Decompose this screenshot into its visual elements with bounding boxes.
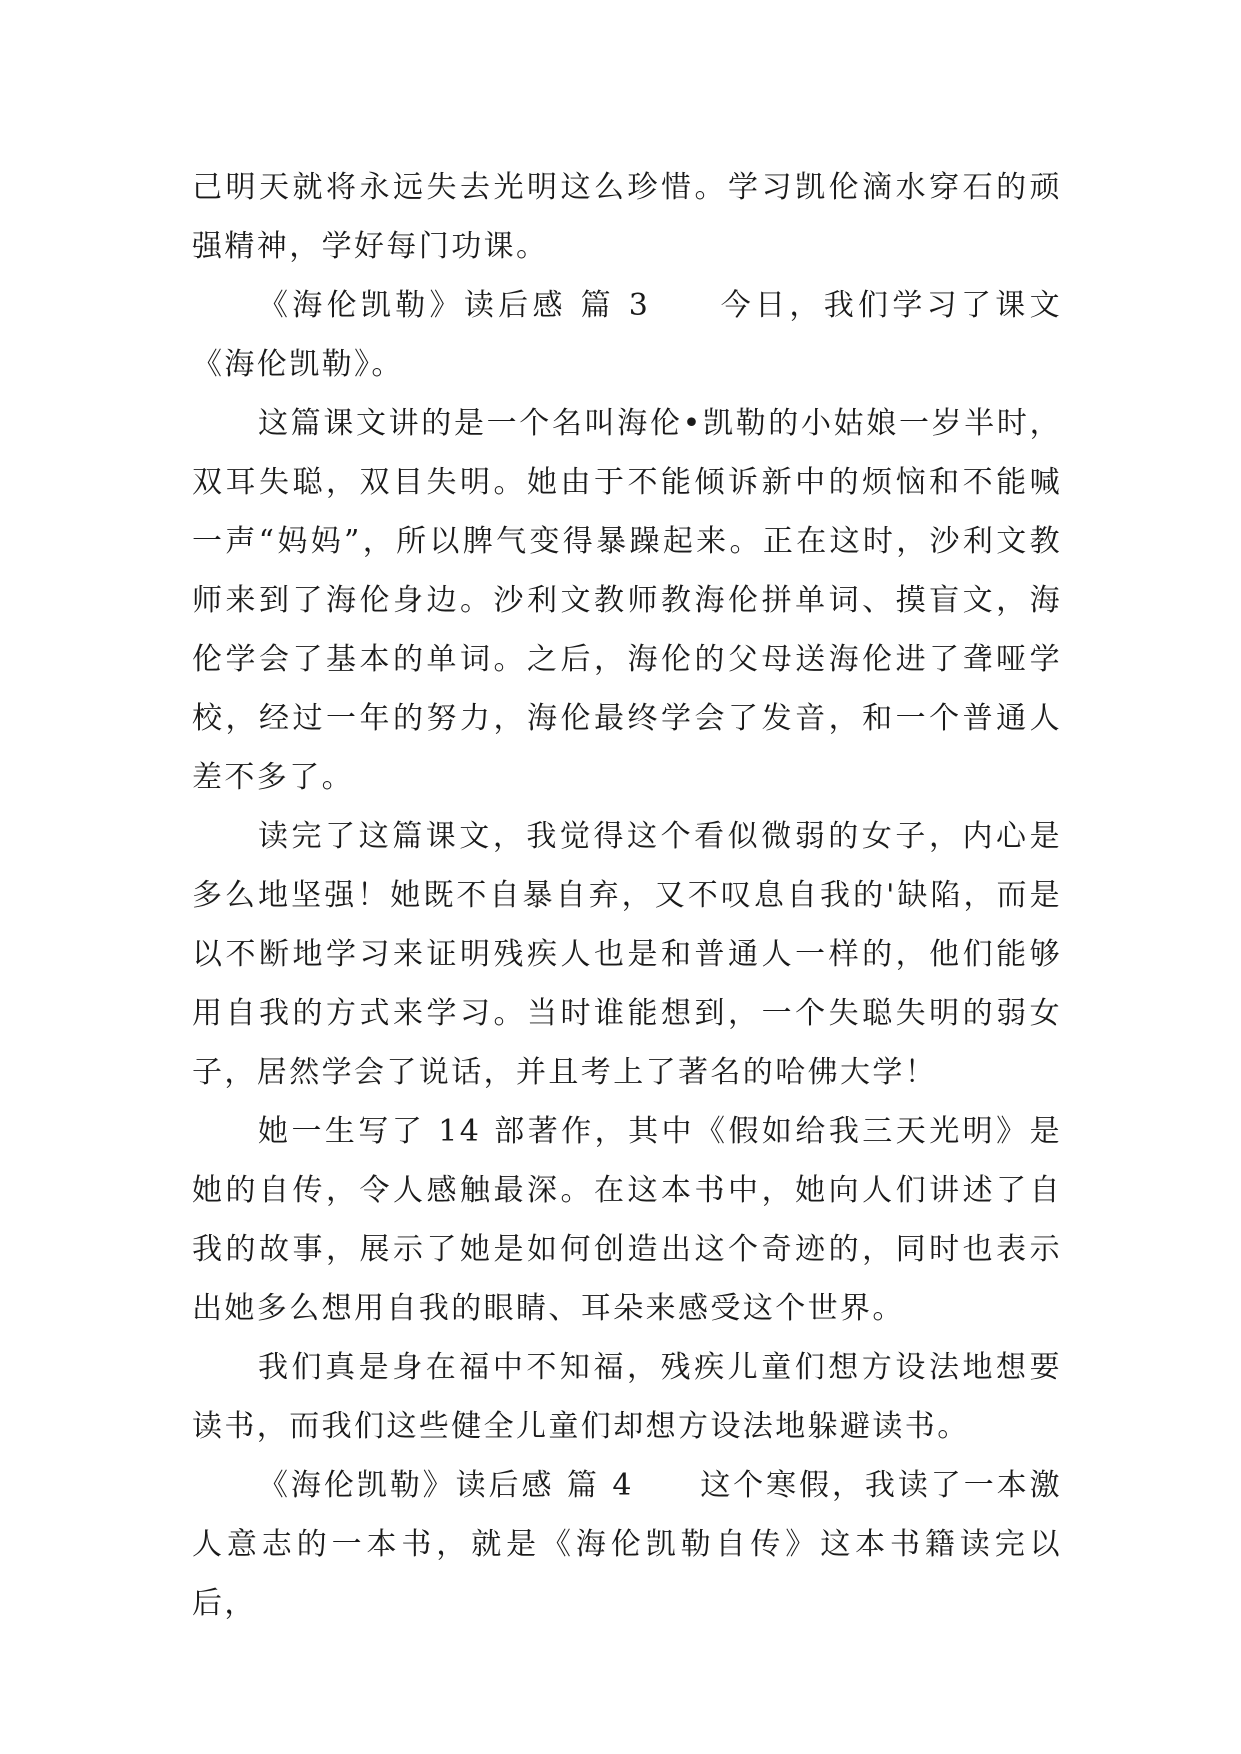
document-body <box>192 158 1062 1633</box>
paragraph-3: 这篇课文讲的是一个名叫海伦•凯勒的小姑娘一岁半时，双耳失聪，双目失明。她由于不能倾诉新中的烦恼和不能喊一声“妈妈”，所以脾气变得暴躁起来。正在这时，沙利文教师来到了海伦身边。沙利文教师教海伦拼单词、摸盲文，海伦学会了基本的单词。之后，海伦的父母送海伦进了聋哑学校，经过一年的努力，海伦最终学会了发音，和一个普通人差不多了。 <box>192 406 1062 795</box>
paragraph-6: 我们真是身在福中不知福，残疾儿童们想方设法地想要读书，而我们这些健全儿童们却想方设法地躲避读书。 <box>192 1350 1062 1444</box>
paragraph-1: 己明天就将永远失去光明这么珍惜。学习凯伦滴水穿石的顽强精神，学好每门功课。 <box>192 170 1062 264</box>
paragraph-4: 读完了这篇课文，我觉得这个看似微弱的女子，内心是多么地坚强！她既不自暴自弃，又不叹息自我的'缺陷，而是以不断地学习来证明残疾人也是和普通人一样的，他们能够用自我的方式来学习。当时谁能想到，一个失聪失明的弱女子，居然学会了说话，并且考上了著名的哈佛大学！ <box>192 819 1062 1090</box>
paragraph-2-heading: 《海伦凯勒》读后感 篇 3 今日，我们学习了课文《海伦凯勒》。 <box>192 288 1062 382</box>
paragraph-7-heading: 《海伦凯勒》读后感 篇 4 这个寒假，我读了一本激人意志的一本书，就是《海伦凯勒自传》这本书籍读完以后， <box>192 1468 1062 1621</box>
paragraph-5: 她一生写了 14 部著作，其中《假如给我三天光明》是她的自传，令人感触最深。在这本书中，她向人们讲述了自我的故事，展示了她是如何创造出这个奇迹的，同时也表示出她多么想用自我的眼睛、耳朵来感受这个世界。 <box>192 1114 1062 1326</box>
